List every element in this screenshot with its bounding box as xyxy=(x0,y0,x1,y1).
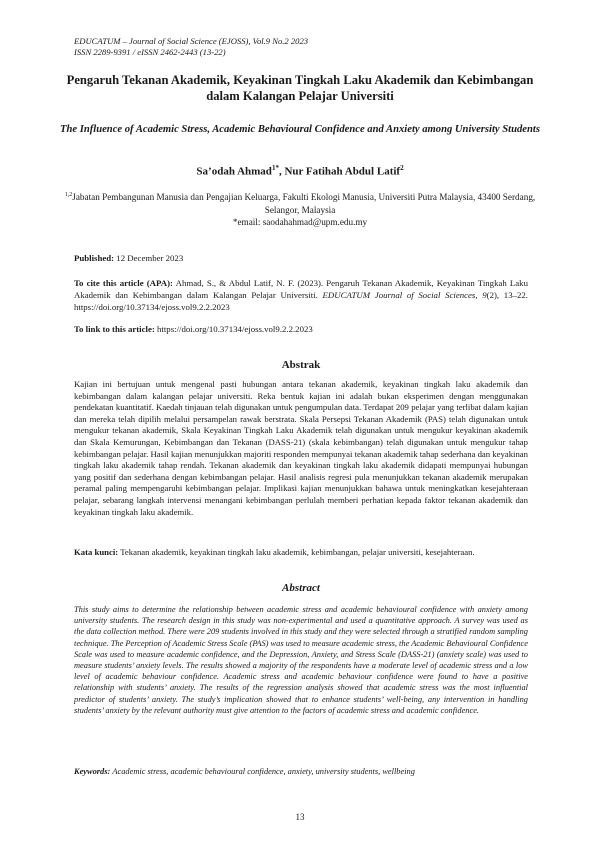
page-number: 13 xyxy=(295,812,305,822)
author-1: Sa’odah Ahmad xyxy=(196,165,272,178)
keywords-label: Keywords: xyxy=(74,767,111,776)
journal-header xyxy=(74,36,308,58)
article-link-line xyxy=(74,323,528,335)
affiliation-text: Jabatan Pembangunan Manusia dan Pengajian Keluarga, Fakulti Ekologi Manusia, Universiti Putra Malaysia, 43400 Serdang, Selangor, Malaysia xyxy=(72,192,536,215)
kata-kunci xyxy=(74,547,528,559)
author-2-affiliation-mark: 2 xyxy=(400,164,404,172)
article-link-label: To link to this article: xyxy=(74,324,155,334)
abstrak-heading: Abstrak xyxy=(281,359,321,371)
author-2: Nur Fatihah Abdul Latif xyxy=(284,165,401,178)
citation-journal: EDUCATUM Journal of Social Sciences, 9 xyxy=(322,290,487,300)
abstract-heading: Abstract xyxy=(282,582,320,594)
keywords-text: Academic stress, academic behavioural confidence, anxiety, university students, wellbeing xyxy=(112,767,415,776)
abstract-body: This study aims to determine the relationship between academic stress and academic behavioural confidence with anxiety among university students. The research design in this study was non-experimental and used a quantitative approach. A survey was used as the data collection method. There were 209 students involved in this study and they were selected through a stratified random sampling technique. The Perception of Academic Stress Scale (PAS) was used to measure academic stress, the Academic Behavioural Confidence Scale was used to measure academic confidence, and the Depression, Anxiety, and Stress Scale (DASS-21) (anxiety scale) was used to measure students’ anxiety levels. The results showed a majority of the respondents have a moderate level of academic stress and a low level of academic behaviour confidence. Academic stress and academic behaviour confidence were found to have a positive relationship with students’ anxiety. The results of the regression analysis showed that academic stress was the most influential predictor of students’ anxiety. The study’s implication showed that to enhance students’ well-being, any intervention in handling students’ anxiety by the relevant authority must give attention to the factors of academic stress and academic confidence. xyxy=(74,605,528,715)
affiliation xyxy=(60,189,540,229)
published-line xyxy=(74,252,528,264)
citation-text: Ahmad, S., & Abdul Latif, N. F. (2023). Pengaruh Tekanan Akademik, Keyakinan Tingkah Laku Akademik dan Kebimbangan dalam Kalangan Pelajar Universiti. xyxy=(74,278,528,300)
article-doi-link[interactable]: https://doi.org/10.37134/ejoss.vol9.2.2.2023 xyxy=(157,324,313,334)
published-label: Published: xyxy=(74,253,115,263)
journal-line-2: ISSN 2289-9391 / eISSN 2462-2443 (13-22) xyxy=(74,47,226,57)
kata-kunci-text: Tekanan akademik, keyakinan tingkah laku akademik, kebimbangan, pelajar universiti, kesejahteraan. xyxy=(120,547,475,557)
author-1-affiliation-mark: 1* xyxy=(271,164,279,172)
citation xyxy=(74,277,528,313)
author-separator: , xyxy=(278,165,285,178)
affiliation-mark: 1,2 xyxy=(64,192,73,198)
journal-line-1: EDUCATUM – Journal of Social Science (EJOSS), Vol.9 No.2 2023 xyxy=(74,36,309,46)
author-list xyxy=(60,161,540,179)
published-date: 12 December 2023 xyxy=(116,253,184,263)
citation-tail[interactable]: (2), 13–22. https://doi.org/10.37134/ejoss.vol9.2.2.2023 xyxy=(74,290,528,312)
paper-title-english: The Influence of Academic Stress, Academic Behavioural Confidence and Anxiety among University Students xyxy=(60,124,540,135)
kata-kunci-label: Kata kunci: xyxy=(74,547,119,557)
author-email[interactable]: *email: saodahahmad@upm.edu.my xyxy=(232,217,368,228)
abstrak-body: Kajian ini bertujuan untuk mengenal pasti hubungan antara tekanan akademik, keyakinan tingkah laku akademik dan kebimbangan dalam kalangan pelajar universiti. Reka bentuk kajian ini adalah bukan eksperimen dengan menggunakan pendekatan kuantitatif. Kaedah tinjauan telah digunakan untuk pengumpulan data. Terdapat 209 pelajar yang terlibat dalam kajian dan mereka telah dipilih melalui persampelan rawak berstrata. Skala Persepsi Tekanan Akademik (PAS) telah digunakan untuk mengukur tekanan akademik, Skala Keyakinan Tingkah Laku Akademik telah digunakan untuk mengukur keyakinan akademik dan Skala Kemurungan, Kebimbangan dan Tekanan (DASS-21) (skala kebimbangan) telah digunakan untuk mengukur tahap kebimbangan pelajar. Hasil kajian menunjukkan majoriti responden mempunyai tekanan akademik tahap sederhana dan keyakinan tingkah laku akademik tahap rendah. Tekanan akademik dan keyakinan tingkah laku akademik didapati mempunyai hubungan yang positif dan sederhana dengan kebimbangan pelajar. Hasil analisis regresi pula menunjukkan tekanan akademik merupakan peramal paling mempengaruhi kebimbangan pelajar. Implikasi kajian menunjukkan bahawa untuk meningkatkan kesejahteraan pelajar, sebarang langkah intervensi menangani kebimbangan perlulah memberi perhatian kepada faktor tekanan akademik dan keyakinan tingkah laku akademik. xyxy=(74,379,529,517)
citation-label: To cite this article (APA): xyxy=(74,278,173,288)
paper-title: Pengaruh Tekanan Akademik, Keyakinan Tingkah Laku Akademik dan Kebimbangan dalam Kalangan Pelajar Universiti xyxy=(66,73,534,103)
keywords xyxy=(74,766,528,778)
